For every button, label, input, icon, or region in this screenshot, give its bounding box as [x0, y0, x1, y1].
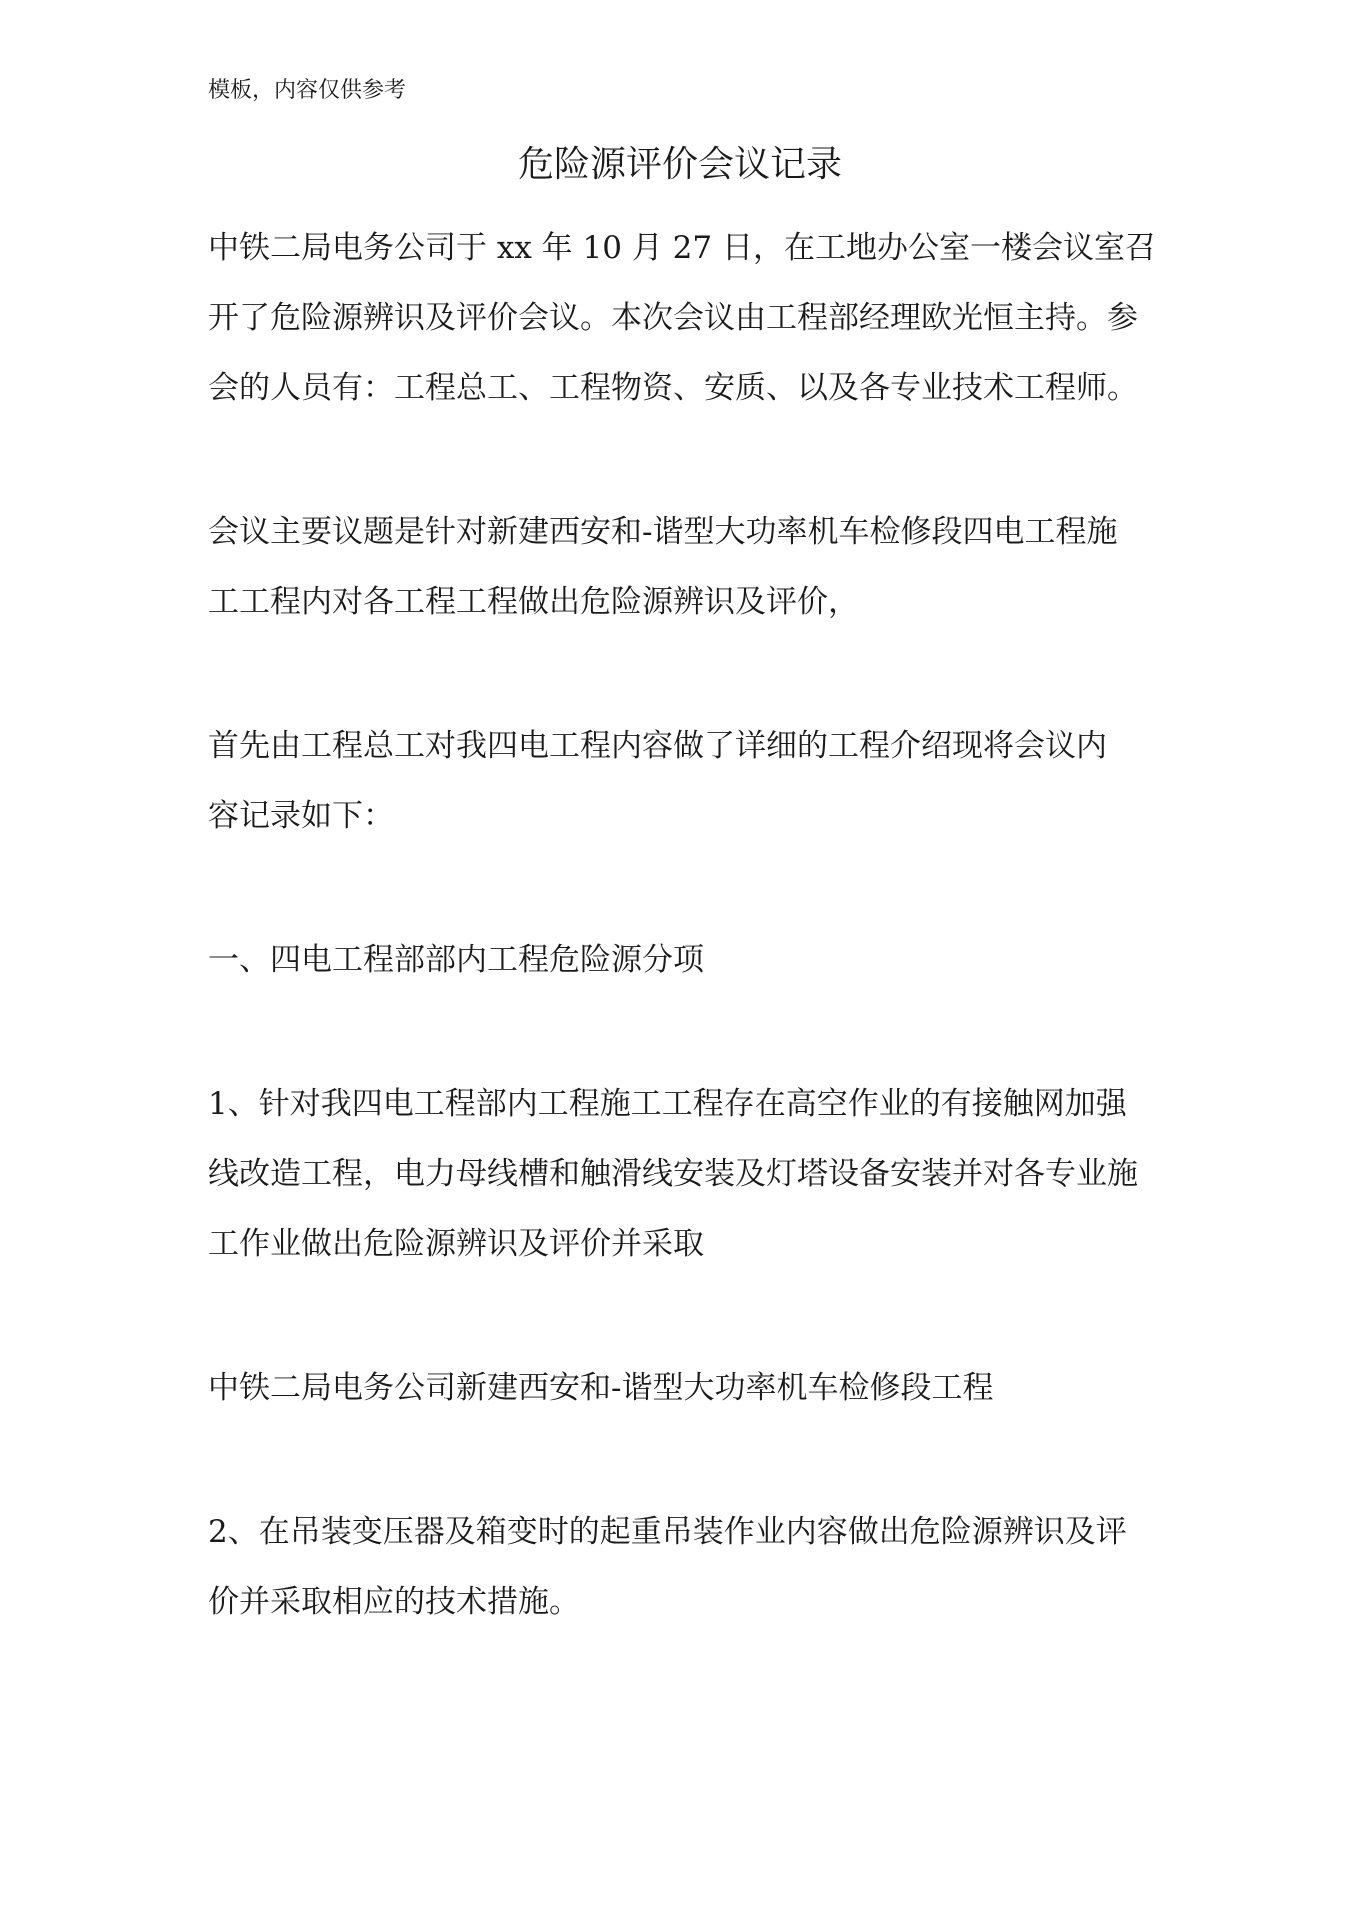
section-heading: 一、四电工程部部内工程危险源分项	[208, 942, 704, 978]
paragraph-line: 2、在吊装变压器及箱变时的起重吊装作业内容做出危险源辨识及评	[208, 1514, 1127, 1550]
paragraph-line: 价并采取相应的技术措施。	[208, 1584, 580, 1620]
paragraph-line: 会的人员有：工程总工、工程物资、安质、以及各专业技术工程师。	[208, 370, 1138, 406]
paragraph-line: 中铁二局电务公司新建西安和-谐型大功率机车检修段工程	[208, 1370, 994, 1406]
document-title: 危险源评价会议记录	[517, 144, 842, 185]
template-note: 模板，内容仅供参考	[208, 78, 407, 103]
paragraph-line: 线改造工程，电力母线槽和触滑线安装及灯塔设备安装并对各专业施	[208, 1156, 1138, 1192]
paragraph-line: 中铁二局电务公司于 xx 年 10 月 27 日，在工地办公室一楼会议室召	[208, 230, 1156, 266]
paragraph-line: 开了危险源辨识及评价会议。本次会议由工程部经理欧光恒主持。参	[208, 300, 1138, 336]
paragraph-line: 工工程内对各工程工程做出危险源辨识及评价，	[208, 584, 859, 620]
paragraph-line: 工作业做出危险源辨识及评价并采取	[208, 1226, 704, 1262]
paragraph-line: 会议主要议题是针对新建西安和-谐型大功率机车检修段四电工程施	[208, 514, 1118, 550]
paragraph-line: 首先由工程总工对我四电工程内容做了详细的工程介绍现将会议内	[208, 728, 1107, 764]
paragraph-line: 容记录如下：	[208, 798, 394, 834]
paragraph-line: 1、针对我四电工程部内工程施工工程存在高空作业的有接触网加强	[208, 1086, 1127, 1122]
